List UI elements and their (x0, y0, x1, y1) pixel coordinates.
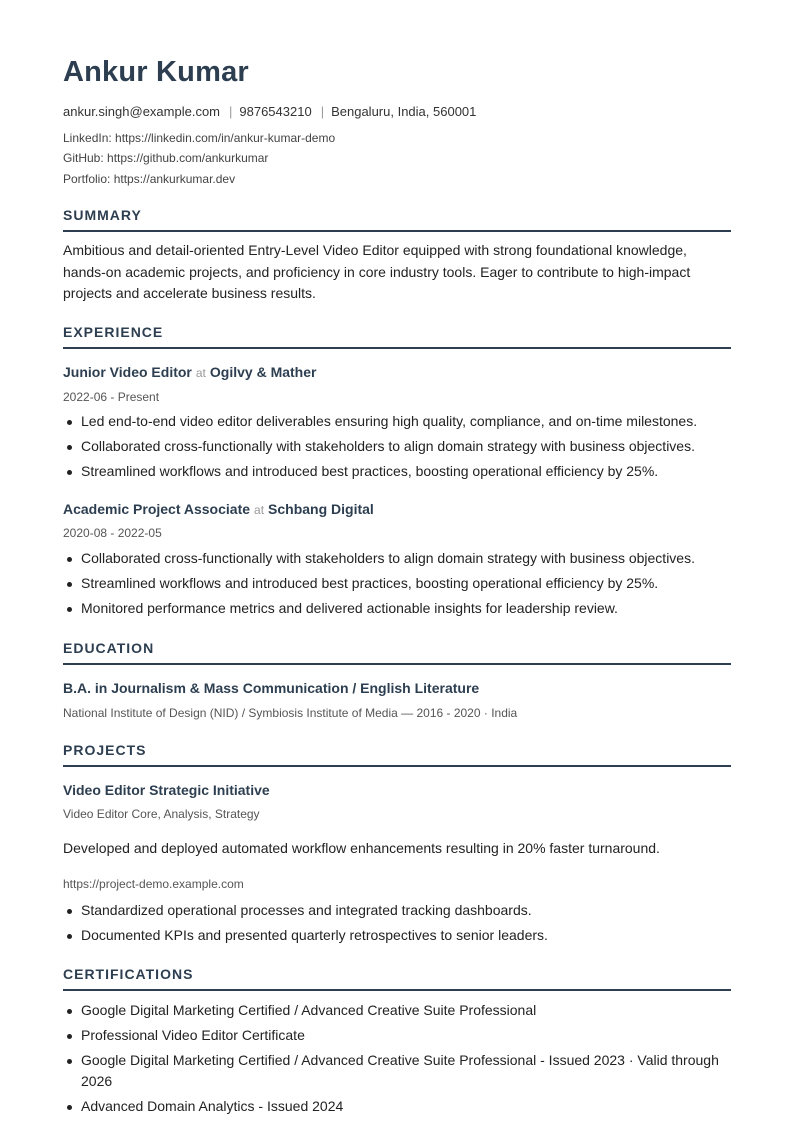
job-bullets (63, 411, 749, 486)
list-item: Streamlined workflows and introduced best practices, boosting operational efficiency by 25%. (81, 461, 749, 482)
project-bullets (63, 900, 749, 950)
list-item: Standardized operational processes and integrated tracking dashboards. (81, 900, 749, 921)
education-details: National Institute of Design (NID) / Symbiosis Institute of Media — 2016 - 2020 · India (63, 706, 518, 720)
linkedin-link[interactable]: LinkedIn: https://linkedin.com/in/ankur-kumar-demo (63, 131, 336, 145)
separator: | (320, 104, 325, 119)
experience-heading: EXPERIENCE (63, 324, 731, 349)
candidate-name: Ankur Kumar (63, 56, 249, 88)
job-bullets (63, 548, 749, 623)
list-item: Advanced Domain Analytics - Issued 2024 (81, 1096, 749, 1117)
phone-number: 9876543210 (239, 104, 312, 119)
list-item: Documented KPIs and presented quarterly retrospectives to senior leaders. (81, 925, 749, 946)
job-dates: 2022-06 - Present (63, 390, 160, 404)
contact-line (63, 104, 476, 119)
certification-list (63, 1000, 749, 1121)
project-link[interactable]: https://project-demo.example.com (63, 877, 244, 891)
summary-text: Ambitious and detail-oriented Entry-Level Video Editor equipped with strong foundational knowledge, hands-on academic projects, and proficiency in core industry tools. Eager to contribute to high-impact projects and accelerate business results. (63, 242, 691, 301)
at-label: at (195, 366, 206, 380)
list-item: Collaborated cross-functionally with stakeholders to align domain strategy with business objectives. (81, 436, 749, 457)
project-name: Video Editor Strategic Initiative (63, 782, 270, 798)
separator: | (229, 104, 233, 119)
list-item: Streamlined workflows and introduced best practices, boosting operational efficiency by 25%. (81, 573, 749, 594)
job-company: Schbang Digital (268, 501, 374, 517)
job-title-2 (63, 501, 374, 517)
project-tags: Video Editor Core, Analysis, Strategy (63, 807, 260, 821)
projects-heading: PROJECTS (63, 742, 731, 767)
job-dates: 2020-08 - 2022-05 (63, 526, 162, 540)
education-heading: EDUCATION (63, 640, 731, 665)
certifications-heading: CERTIFICATIONS (63, 966, 731, 991)
github-link[interactable]: GitHub: https://github.com/ankurkumar (63, 151, 269, 165)
summary-heading: SUMMARY (63, 207, 731, 232)
list-item: Monitored performance metrics and delivered actionable insights for leadership review. (81, 598, 749, 619)
list-item: Led end-to-end video editor deliverables ensuring high quality, compliance, and on-time milestones. (81, 411, 749, 432)
portfolio-link[interactable]: Portfolio: https://ankurkumar.dev (63, 172, 236, 186)
list-item: Professional Video Editor Certificate (81, 1025, 749, 1046)
job-company: Ogilvy & Mather (209, 364, 317, 380)
email-link[interactable]: ankur.singh@example.com (63, 104, 220, 119)
list-item: Google Digital Marketing Certified / Advanced Creative Suite Professional - Issued 2023 · Valid through 2026 (81, 1050, 749, 1092)
list-item: Collaborated cross-functionally with stakeholders to align domain strategy with business objectives. (81, 548, 749, 569)
list-item: Google Digital Marketing Certified / Advanced Creative Suite Professional (81, 1000, 749, 1021)
degree-title: B.A. in Journalism & Mass Communication / English Literature (63, 680, 480, 696)
project-description: Developed and deployed automated workflow enhancements resulting in 20% faster turnaround. (63, 840, 660, 856)
job-role: Academic Project Associate (63, 501, 251, 517)
location: Bengaluru, India, 560001 (331, 104, 477, 119)
job-title-1 (63, 364, 316, 380)
job-role: Junior Video Editor (63, 364, 192, 380)
at-label: at (254, 503, 265, 517)
